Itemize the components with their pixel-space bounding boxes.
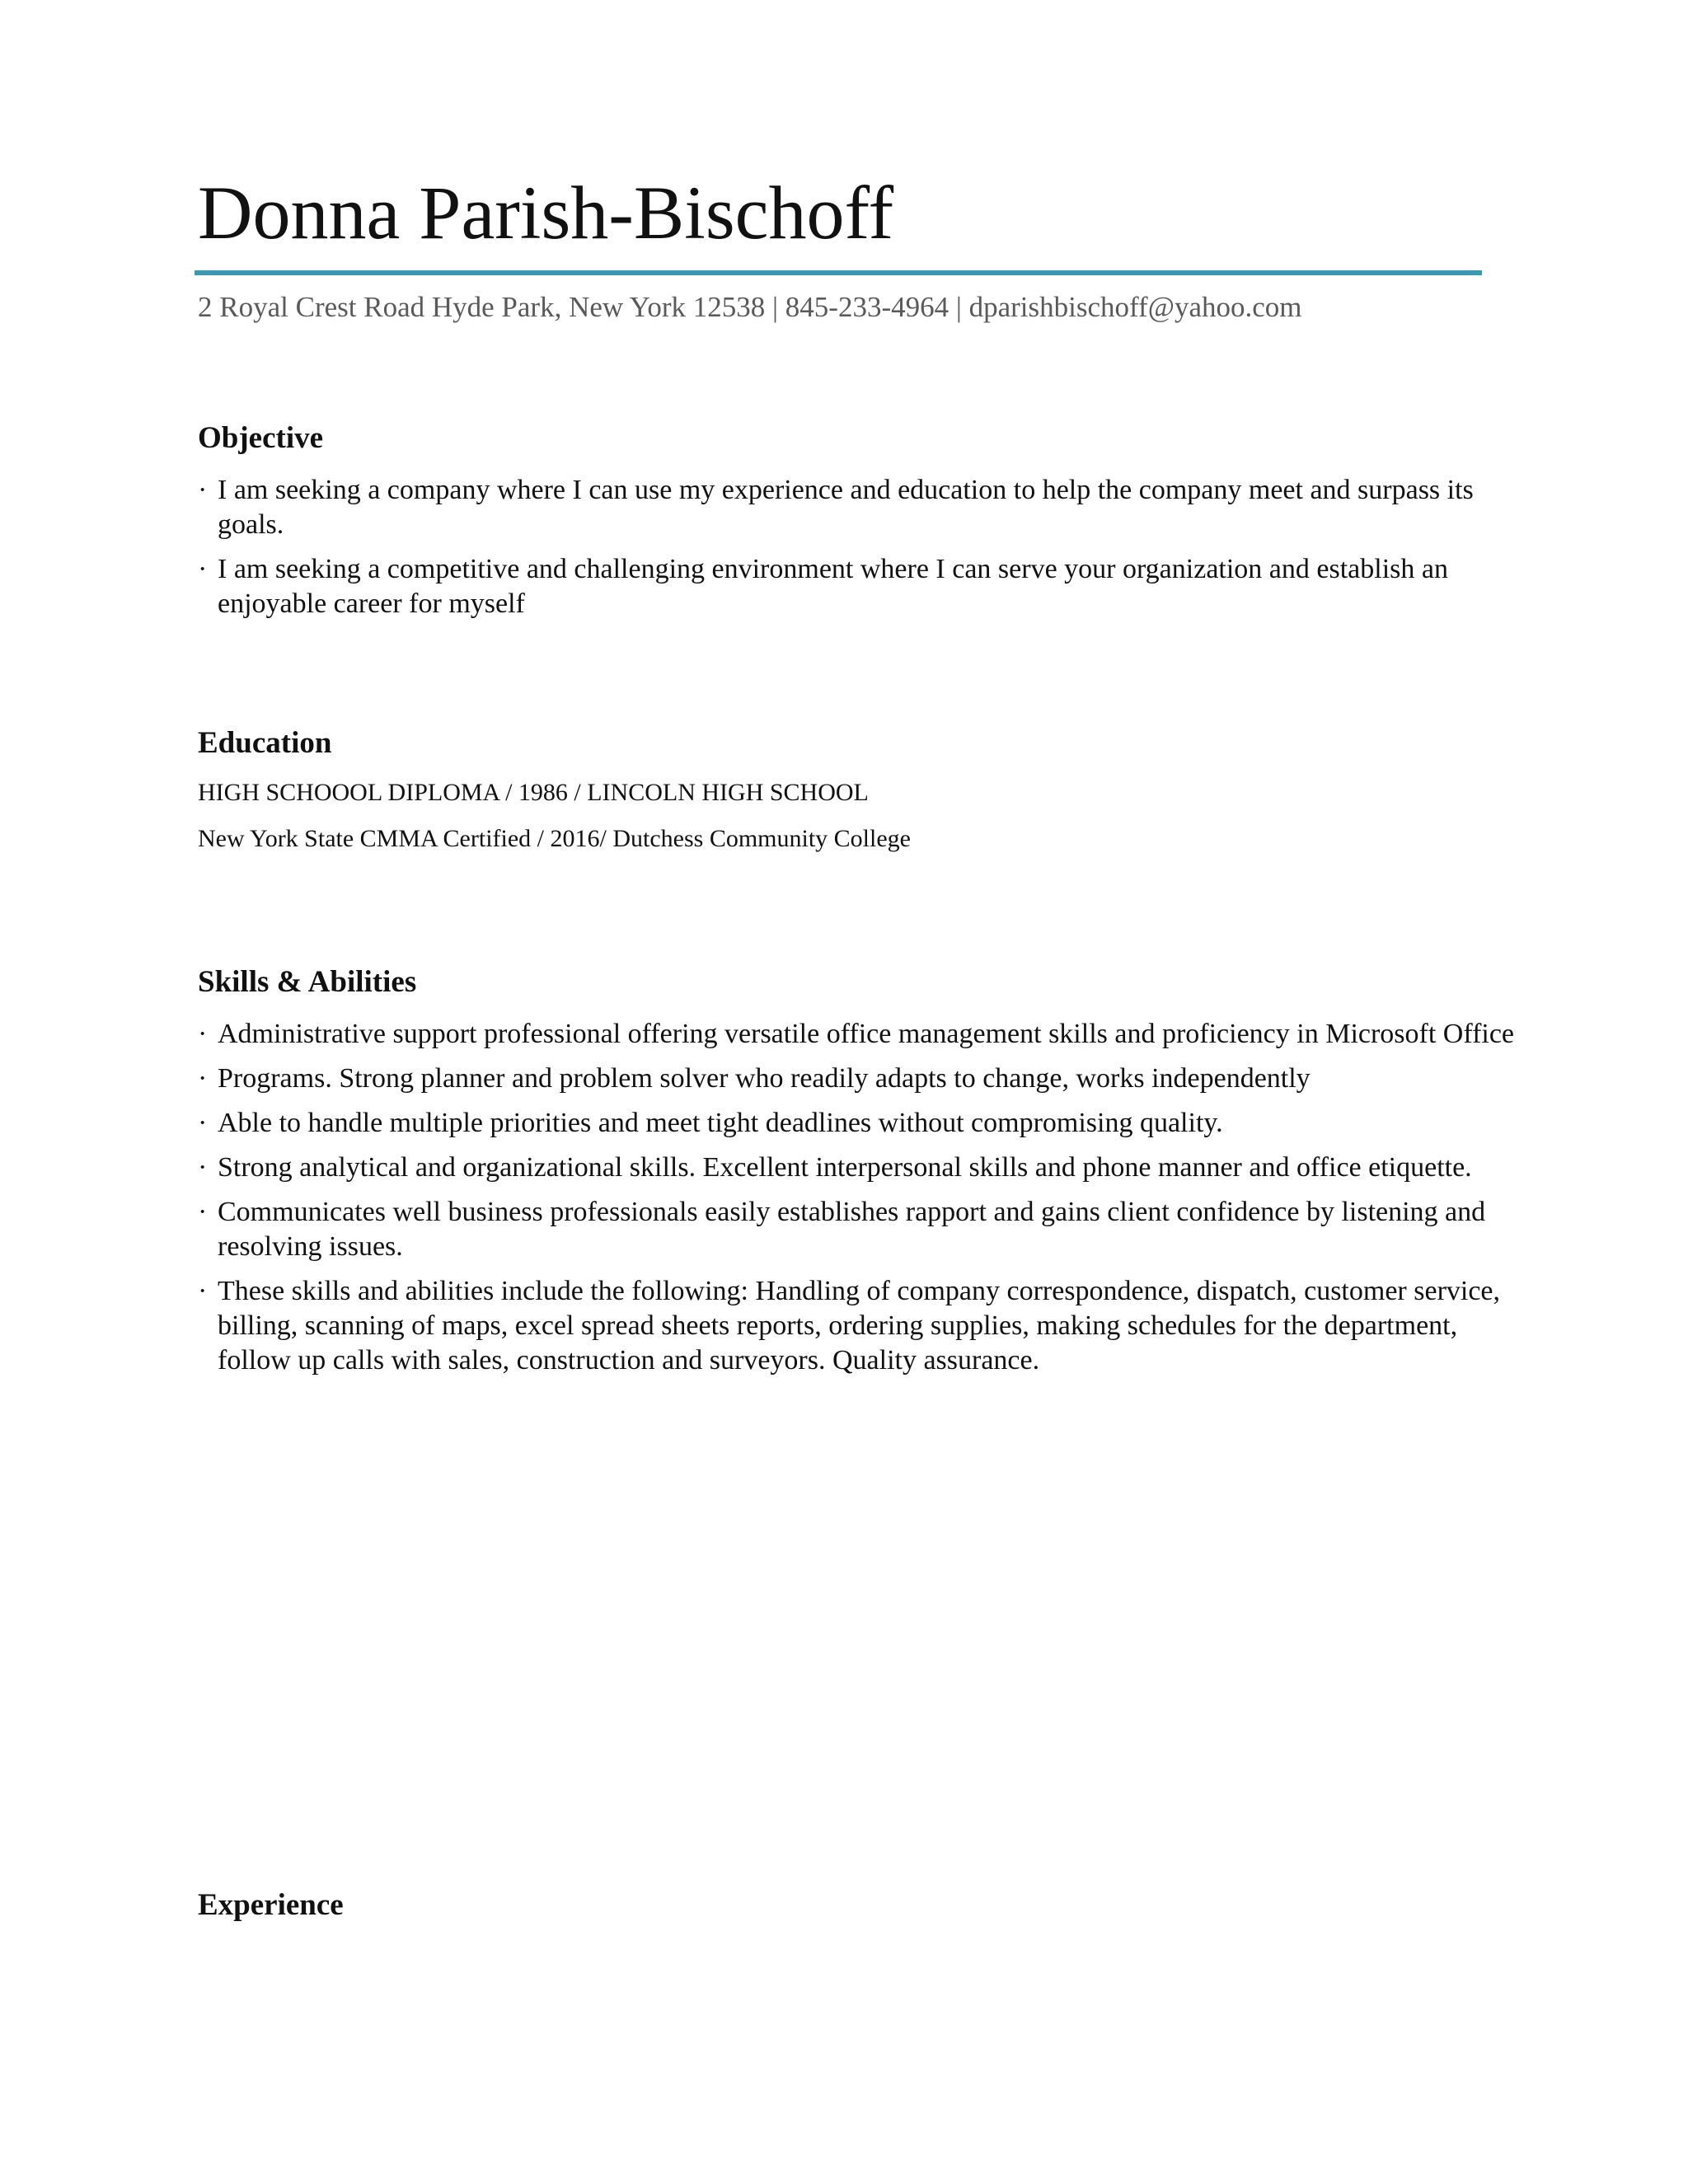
bullet-icon: · [198,1276,208,1306]
skills-item-text: These skills and abilities include the following: Handling of company correspondence, dispatch, customer service, billing, scanning of maps, excel spread sheets reports, ordering supplies, making schedules for the department, follow up calls with sales, construction and surveyors. Quality assurance. [218,1276,1501,1376]
skills-list [198,1017,1517,1378]
bullet-icon: · [198,475,208,505]
skills-item-text: Able to handle multiple priorities and meet tight deadlines without compromising quality. [218,1108,1223,1138]
skills-item-text: Communicates well business professionals easily establishes rapport and gains client confidence by listening and resolving issues. [218,1197,1486,1262]
objective-list [198,473,1517,621]
skills-item [198,1017,1517,1052]
bullet-icon: · [198,554,208,584]
bullet-icon: · [198,1063,208,1094]
objective-item [198,473,1517,542]
skills-item-text: Programs. Strong planner and problem solver who readily adapts to change, works independently [218,1063,1311,1094]
education-heading: Education [198,726,332,760]
header-divider [195,270,1482,275]
skills-item [198,1195,1517,1264]
skills-item [198,1062,1517,1096]
bullet-icon: · [198,1019,208,1049]
bullet-icon: · [198,1152,208,1183]
objective-item [198,552,1517,621]
education-line: HIGH SCHOOOL DIPLOMA / 1986 / LINCOLN HIGH SCHOOL [198,779,869,806]
experience-heading: Experience [198,1888,344,1922]
education-line: New York State CMMA Certified / 2016/ Dutchess Community College [198,825,911,852]
objective-heading: Objective [198,421,324,455]
skills-heading: Skills & Abilities [198,965,417,999]
bullet-icon: · [198,1197,208,1227]
skills-item [198,1106,1517,1141]
skills-item-text: Administrative support professional offering versatile office management skills and proficiency in Microsoft Office [218,1019,1515,1049]
objective-item-text: I am seeking a competitive and challenging environment where I can serve your organization and establish an enjoyable career for myself [218,554,1448,619]
skills-item-text: Strong analytical and organizational skills. Excellent interpersonal skills and phone manner and office etiquette. [218,1152,1472,1183]
bullet-icon: · [198,1108,208,1138]
skills-item [198,1274,1517,1378]
objective-item-text: I am seeking a company where I can use my experience and education to help the company meet and surpass its goals. [218,475,1474,540]
contact-info: 2 Royal Crest Road Hyde Park, New York 12538 | 845-233-4964 | dparishbischoff@yahoo.com [198,291,1302,323]
skills-item [198,1151,1517,1185]
resume-name: Donna Parish-Bischoff [198,171,894,255]
